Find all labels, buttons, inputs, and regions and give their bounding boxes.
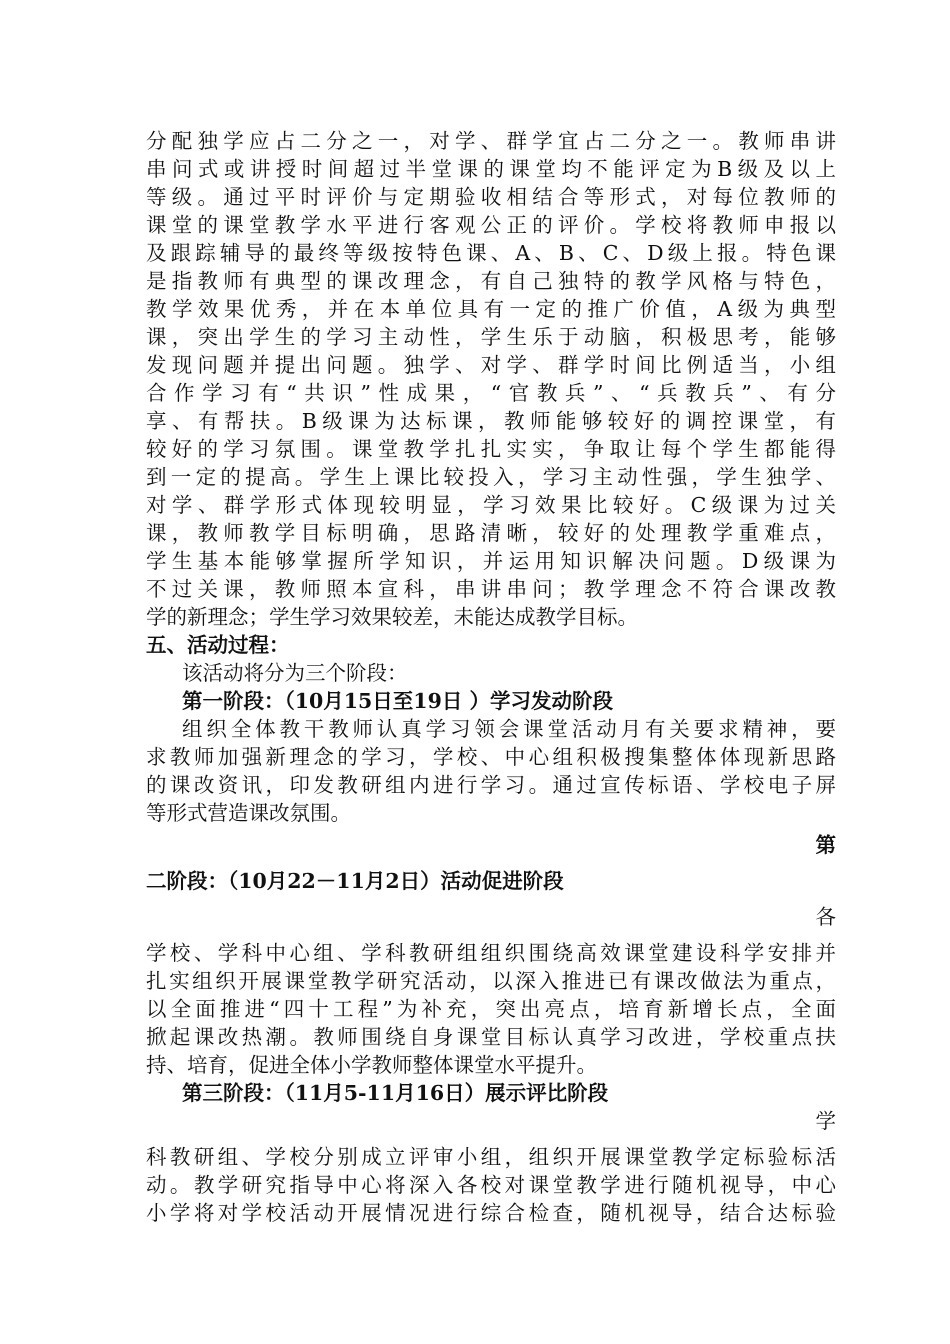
- body-line: 等形式营造课改氛围。: [146, 801, 351, 825]
- body-line: 到一定的提高。学生上课比较投入，学习主动性强，学生独学、: [146, 465, 836, 489]
- body-line: 分配独学应占二分之一，对学、群学宜占二分之一。教师串讲: [146, 129, 836, 153]
- body-line: 享、有帮扶。B级课为达标课，教师能够较好的调控课堂，有: [146, 409, 836, 433]
- body-line: 是指教师有典型的课改理念，有自己独特的教学风格与特色，: [146, 269, 836, 293]
- body-line: 较好的学习氛围。课堂教学扎扎实实，争取让每个学生都能得: [146, 437, 836, 461]
- body-line: 小学将对学校活动开展情况进行综合检查，随机视导，结合达标验: [146, 1201, 836, 1225]
- body-line: 学的新理念；学生学习效果较差，未能达成教学目标。: [146, 605, 638, 629]
- body-line: 及跟踪辅导的最终等级按特色课、A、B、C、D级上报。特色课: [146, 241, 836, 265]
- body-line: 学: [815, 1109, 836, 1133]
- body-line: 以全面推进“四十工程”为补充，突出亮点，培育新增长点，全面: [146, 997, 836, 1021]
- body-line: 第: [815, 833, 836, 857]
- body-line: 求教师加强新理念的学习，学校、中心组积极搜集整体体现新思路: [146, 745, 836, 769]
- section-heading: 五、活动过程：: [146, 633, 290, 657]
- body-line: 的课改资讯，印发教研组内进行学习。通过宣传标语、学校电子屏: [146, 773, 836, 797]
- body-line: 不过关课，教师照本宣科，串讲串问；教学理念不符合课改教: [146, 577, 836, 601]
- body-line: 教学效果优秀，并在本单位具有一定的推广价值，A级为典型: [146, 297, 836, 321]
- body-line: 掀起课改热潮。教师围绕自身课堂目标认真学习改进，学校重点扶: [146, 1025, 836, 1049]
- body-line: 各: [815, 905, 836, 929]
- phase-heading: 第三阶段：（11月5-11月16日）展示评比阶段: [182, 1081, 609, 1105]
- body-line: 等级。通过平时评价与定期验收相结合等形式，对每位教师的: [146, 185, 836, 209]
- body-line: 课，突出学生的学习主动性，学生乐于动脑，积极思考，能够: [146, 325, 836, 349]
- body-line: 发现问题并提出问题。独学、对学、群学时间比例适当，小组: [146, 353, 836, 377]
- body-line: 扎实组织开展课堂教学研究活动，以深入推进已有课改做法为重点，: [146, 969, 836, 993]
- body-line: 持、培育，促进全体小学教师整体课堂水平提升。: [146, 1053, 597, 1077]
- body-line: 科教研组、学校分别成立评审小组，组织开展课堂教学定标验标活: [146, 1145, 836, 1169]
- body-line: 该活动将分为三个阶段：: [182, 661, 408, 685]
- body-line: 对学、群学形式体现较明显，学习效果比较好。C级课为过关: [146, 493, 836, 517]
- body-line: 串问式或讲授时间超过半堂课的课堂均不能评定为B级及以上: [146, 157, 836, 181]
- body-line: 组织全体教干教师认真学习领会课堂活动月有关要求精神，要: [182, 717, 836, 741]
- body-line: 课，教师教学目标明确，思路清晰，较好的处理教学重难点，: [146, 521, 836, 545]
- body-line: 课堂的课堂教学水平进行客观公正的评价。学校将教师申报以: [146, 213, 836, 237]
- phase-heading: 第一阶段：（10月15日至19日 ）学习发动阶段: [182, 689, 613, 713]
- body-line: 学校、学科中心组、学科教研组组织围绕高效课堂建设科学安排并: [146, 941, 836, 965]
- body-line: 动。教学研究指导中心将深入各校对课堂教学进行随机视导，中心: [146, 1173, 836, 1197]
- body-line: 学生基本能够掌握所学知识，并运用知识解决问题。D级课为: [146, 549, 836, 573]
- phase-heading: 二阶段：（10月22－11月2日）活动促进阶段: [146, 869, 564, 893]
- body-line: 合作学习有“共识”性成果，“官教兵”、“兵教兵”、有分: [146, 381, 836, 405]
